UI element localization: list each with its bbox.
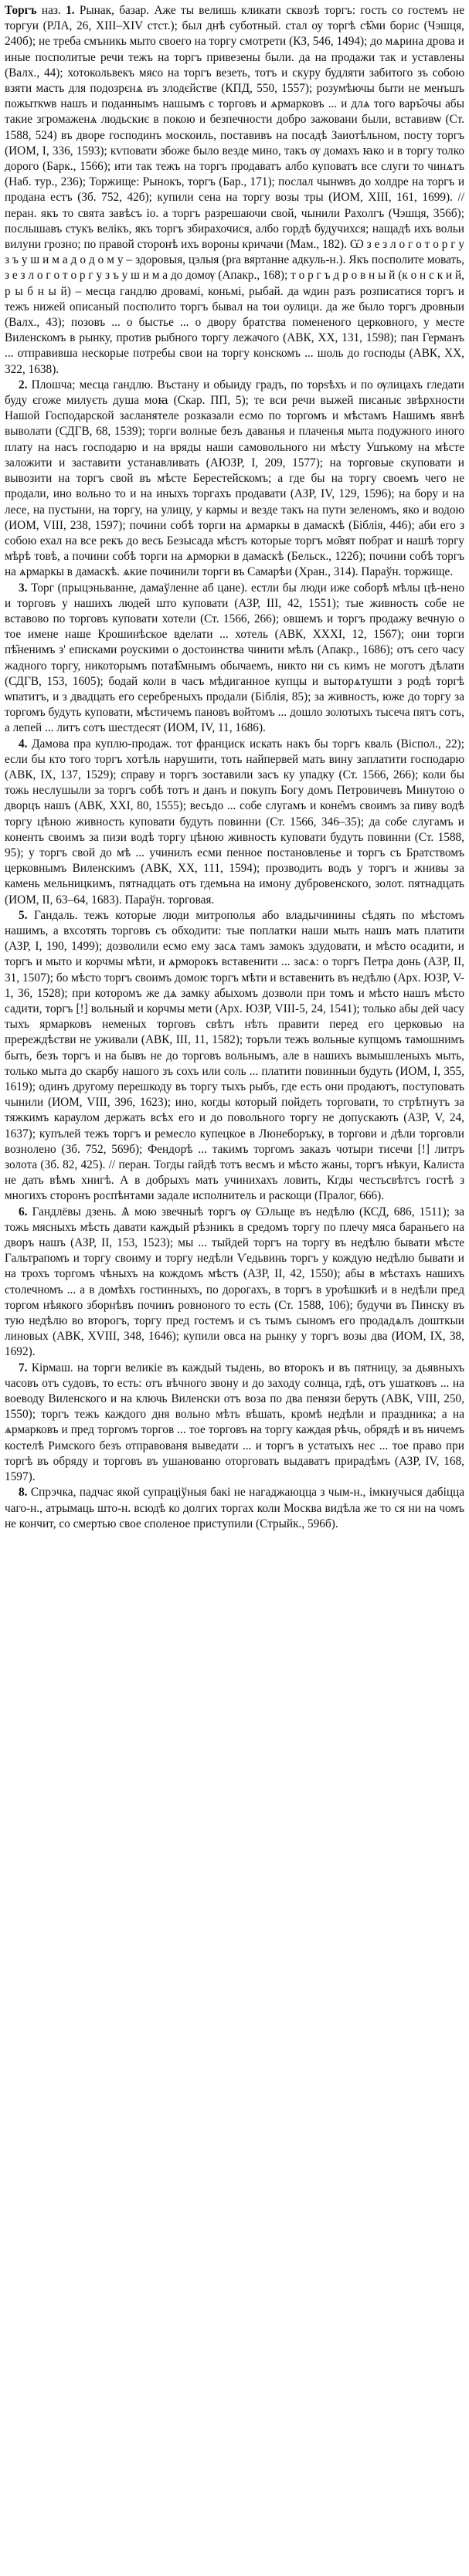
entry-sense-8 [5,1485,464,1532]
sense-text: Гандаль. тежъ которые люди митрополья або владычинины сѣдять по мѣстомъ нашимъ, а вхсотять торговъ съ обходити: тые поплатки наши мыть нашъ мать платити (АЗР, I, 190, 1499); дозволили есмо ему засѧ тамъ замокъ здудовати, и мѣсто осадити, и торгъ и мыто и корчмы мѣти, и ѧрморокъ вставенити ... засѧ: о торгъ Петра донь (АЗР, II, 31, 1507); бо мѣсто торгъ своимъ домоѥ торгъ мѣти и вставенить въ недѣлю (Арх. ЮЗР, V-1, 36, 1528); при которомъ же дѧ замку абыхомъ дозволи при томъ и мѣсто нашъ мѣсто садити, торгъ [!] вольный и корчмы мети (Арх. ЮЗР, VIII-5, 24, 1541); только абы дей часу тыхъ ярмарковъ неменых торговъ свѣтъ нѣть правити перед его церковью на пререждѣстви не уживали (АВК, III, 11, 1582); торъли тежъ вольные купцомъ тамошнимъ быть, безъ торгъ и на бывъ не до торговъ вольнымъ, але в нашихъ вымышленыхъ мыть, только мыта до скарбу нашого зъ сохъ или соль ... платити повинныи будуть (ИОМ, I, 355, 1619); одинъ другому перешкоду въ торгу тыхъ рыбъ, где есть они продаютъ, поступовать чынили (ИОМ, VIII, 396, 1623); ино, когды который пойдеть торговати, то стрѣтнутъ за тяжкимъ караулом держать всѣх его и до повольного торгу не допускають (АЗР, V, 24, 1637); купълей тежъ торгъ и ремесло купецкое в Люнеборъку, в торгови и дѣли торговли вознолено (Зб. 752, 569б); Фендорѣ ... такимъ торгомъ заказъ чотыри тисечи [!] литръ золота (Зб. 82, 425). // перан. Тогды гайдѣ тотъ весмъ и мѣсто жаны, торгъ нѣкуи, Калиста не дать вѣмъ хнигѣ. А в добрыхъ мать учинихахъ ловить, Кгды честьсвѣтсъ гостѣ з многихъ сторонъ роспѣнтами задале исполнитель и раскощи (Пралог, 666). [5,908,464,1203]
entry-sense-2 [5,378,464,581]
sense-number: 3. [19,581,28,595]
sense-text: Гандлёвы дзень. Ѧ мою звечныѣ торгъ ѹ Ѡльще въ недѣлю (КСД, 686, 1511); за тожь мясныхъ мѣсть давати каждый рѣзникъ в средомъ торгу по плечу мяса бараньего на дворъ нашъ (АЗР, II, 153, 1523); мы ... тыйдей торгъ на торгу въ недѣлю бывати мѣсте Гальтрапомъ и торгу своиму и торгу недѣли Ѵедьвинь торгъ у кождую недѣлю бывати и на трохъ торгомъ чѣныхъ на кождомъ мѣстъ (АЗР, II, 42, 1550); абы в мѣстахъ нашихъ столечномъ ... а в домѣхъ гостинныхъ, по дорогахъ, в торгъ в уроѣшкиѣ и в недѣли пред торгом нѣякого зборнѣвъ починъ ровноного то есть (Ст. 1588, 106); будучи въ Пинску въ тую недѣлю во второгъ, торгу пред гостемъ и съ тымъ сыномъ его продадѧлъ дошткыи линовых (АВК, XVIII, 348, 1646); купили овса на рынку у торгъ возы два (ИОМ, IX, 38, 1692). [5,1205,464,1359]
sense-number: 8. [19,1486,28,1500]
sense-number: 4. [19,737,28,751]
sense-number: 7. [19,1361,28,1374]
entry-sense-3 [5,581,464,737]
entry-sense-4 [5,737,464,908]
headword: Торгъ [5,4,37,17]
sense-number: 1. [66,4,75,17]
sense-number: 2. [19,378,28,391]
sense-text: Спрэчка, падчас якой супраціўныя бакі не нагаджаюцца з чым-н., імкнучыся дабіцца чаго-н., атрымаць што-н. всюдѣ ко долгих торгах коли Москва видѣла же то ся ни на чомъ не кончит, со смертью свое споленое приступили (Стрыйк., 596б). [5,1486,464,1530]
entry-sense-1 [5,3,464,378]
sense-text: Дамова пра куплю-продаж. тот франциск искать накъ бы торгъ кваль (Віспол., 22); если бы кто того торгъ хотѣль нарушити, тоть найпервей мать вину заплатити господарю (АВК, IX, 137, 1529); справу и торгъ зоставили засъ ку упадку (Ст. 1566, 266); коли бы тожь неслушыли за торгъ собѣ тотъ и данъ и покупъ Богу домъ Петровичевъ Минутою о дворцъ нашъ (АВК, XXI, 80, 1555); весьдо ... собе слугамъ и коне̑мъ своимъ за пиву водѣ торгу цѣною живность куповати будуть повинни (Ст. 1566, 346–35); да собе слугамъ и коненть своимъ за пизи водѣ торгу цѣною живность куповати будуть повинни (Ст. 1588, 95); у торгъ свой до мѣ ... учинилъ есми пенное постановленье и торгъ съ Братствомъ церковнымъ Виленскимъ (АВК, XX, 111, 1594); прозводить водъ у торгъ и жнивы за камень мельницкимъ, пятнадцать отъ гдемьна на имону дубровенского, золот. пятнадцать (ИОМ, II, 63–64, 1683). Параўн. торговая. [5,737,464,907]
entry-sense-6 [5,1205,464,1361]
sense-text: Кірмаш. на торги великіе въ каждый тыдень, во второкъ и въ пятницу, за дьявныхъ часовъ отъ судовъ, то есть: отъ вѣчного звону и до заходу солнца, гдѣ, отъ ушатковъ ... на воеводу Виленского и на ключь Виленски отъ воза по два пенязи беруть (АВК, VIII, 250, 1550); торгъ тежъ каждого дня вольно мѣть вѣшать, кромѣ недѣли и праздника; а на ѧрмарковъ и пред торгомъ торгов ... тое торговъ на торгу каждая рѣчь, обрядѣ и въ ничемъ костелѣ Римского безъ отправованя выведати ... и торгъ в устатыхъ нес ... тое право при торгѣ въ обряду и торговъ въ ушанованю оторговать выдаватъ прирадѣмъ (АЗР, IV, 168, 1597). [5,1361,464,1484]
entry-sense-7 [5,1361,464,1486]
sense-text: Плошча; месца гандлю. Въстану и обыиду градъ, по торѕѣхъ и по ѹлицахъ гледати буду єгоже милуєть душа моꙗ (Скар. ПП, 5); те вси речи выжей писаныє звѣрхности Нашой Господарской засланятеле розказали есмо по торгомъ и мѣстамъ Нашимъ явнѣ выволати (СДГВ, 68, 1539); торги волные безъ даванья и плаченья мыта подужного иного плату на насъ господарю и на вряды наши самовольного ни мѣсту Ушъкому на мѣсте заложити и заставити устанавливать (АЮЗР, I, 209, 1577); на торговые скуповати и вывозити на торгъ свой въ мѣсте Берестейскомъ; а где бы на торгу своемъ чего не продали, ино вольно то и на иныхъ торгахъ продавати (АЗР, IV, 129, 1596); на бору и на лесе, на пустыни, на торгу, на улицу, у кармы и везде такъ на пути зеленомъ, яко и водою (ИОМ, VIII, 238, 1597); почини собѣ торги на ѧрмаркы в дамаскѣ (Біблія, 446); аби его з собою ехал на все рекъ до весь Безысада мѣстъ которые торгъ мо̑вят побрат и нашѣ торгу мѣрѣ товѣ, а почини собѣ торги на ѧрморки в дамаскѣ (Бельск., 122б); почини собѣ торгъ на ѧрмаркы в дамаскѣ. ѧкие починили торги въ Самарѣи (Хран., 314). Параўн. торжище. [5,378,464,579]
grammar-label: наз. [36,4,66,17]
sense-number: 6. [19,1205,28,1219]
sense-text: Рынак, базар. Аже ты велишь кликати сквозѣ торгъ: гость со гостемъ не торгуи (РЛА, 26, XIII–XIV стст.); был днѣ суботный. стал оу торгѣ сѣ̑ми борис (Чэшця, 240б); не треба смъникь мыто своего на торгу смотрети (КЗ, 546, 1494); до мѧрина дрова и иные посполитые речи тежъ на торгъ привезены были. да на продажи так и уставлены (Валх., 44); хотокольвекъ мясо на торгъ везеть, тотъ и скуру будляти забитого зъ собою взяти масть для подозрєнѧ въ злодєйстве (КПД, 550, 1557); розумѣючы быти не менъшъ пожыткѡв нашъ и поданнымъ нашымъ с торговъ и ѧрмарковъ ... и длѧ того варъ̑очы абы такие згромаженѧ людьскиє в покою и безпечности добро зажовани были, вставивѡ (Ст. 1588, 524) въ дворе господинъ москоиль, поставивъ на посадѣ Заиотѣльном, посту торгъ (ИОМ, I, 336, 1593); кѵповати збоже было везде мино, такъ ѹ домахъ ꙗко и в торгу толко дорого (Барк., 1566); ити так тежъ на торгъ продаватъ албо куповатъ все слуги то чинѧтъ (Наб. тур., 236); Торжище: Рынокъ, торгъ (Бар., 171); послал чынѡвъ до холдре на торгъ и продана естъ (Зб. 752, 42б); купили сена на торгу возы тры (ИОМ, XIII, 161, 1699). // перан. якъ то свята завѣсъ іо. а торгъ разрешаючи свой, чынили Рахолгъ (Чэшця, 356б); послышавъ стукъ велікъ, якъ торгъ збирахочися, албо гордѣ будучихся; нащадѣ ихъ вольи вилуни грозно; по правой сторонѣ ихъ вороны кричачи (Мам., 182). Ѡ з е з л о г о т о р г у з ъ у ш и м а д о д о м у – здоровыя, цэлыя (pra вяртанне адкуль-н.). Якъ посполите мовать, з е з л о г о т о р г у з ъ у ш и м а до домѹ (Апакр., 168); т о р г ъ д р о в н ы й (к о н с к и й, р ы б н ы й) – месца гандлю дровамі, коньмі, рыбай. да ѡдин разъ розписатися торгъ и тежъ нижей описаный посполито торгъ бывал на тои оулици. да же было торгъ дровныи (Валх., 43); позовъ ... о быстье ... о двору братства помененого церковного, у месте Виленскомъ в рынку, против рыбного торгу лежачого (АВК, XX, 131, 1598); пан Германъ ... отправивша нескорые потребы свои на торгу конскомъ ... шоль до господы (АВК, XX, 322, 1638). [5,4,465,376]
sense-text: Торг (прыцэньванне, дамаўленне аб цане). естли бы люди иже соборѣ мѣлы цѣ-нено и торговъ у нашихъ людей што куповати (АЗР, III, 42, 1551); тые живность собе не вставово по торговъ куповати хотели (Ст. 1566, 266); овшемъ и торгъ продажу вечную о тое имене наше Крошинѣское вделати ... хотель (АВК, XXXI, 12, 1567); они торги пѣ̑ненимъ з' еписками роускими о достоинства чинити мѣлъ (Апакр., 1686); отъ сего часу жадного торгу, никоторымъ потаѣ̑мнымъ обычаемъ, никто ни съ кимъ не моготъ дѣлати (СДГВ, 153, 1605); бодай коли в часъ мѣдиганное купцы и выторѧтушти з родѣ торгѣ ѡпатитъ, и з двадцать его серебреныхъ продали (Біблія, 85); за живность, юже до торгу за торгомъ будуть куповати, мѣстичемъ пановъ войтомъ ... дошло золотыхъ тысеча пятъ сотъ, а лепей ... литъ сотъ шестдесят (ИОМ, IV, 11, 1686). [5,581,464,735]
sense-number: 5. [19,908,28,922]
entry-sense-5 [5,908,464,1205]
